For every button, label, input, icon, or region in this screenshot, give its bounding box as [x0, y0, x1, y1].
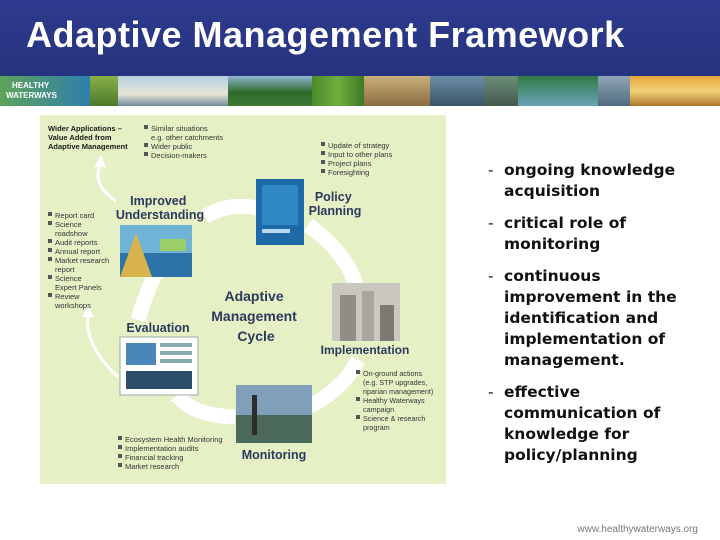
policy-planning-list	[328, 141, 394, 177]
image-policy-document	[256, 179, 304, 245]
photo-tile	[598, 76, 630, 106]
implementation-list	[363, 369, 435, 432]
title-bar	[0, 0, 720, 76]
key-point-text: critical role of monitoring	[504, 214, 627, 253]
monitoring-list	[125, 435, 225, 471]
node-label-line: Planning	[308, 204, 362, 218]
key-point	[488, 160, 708, 202]
arrowhead-feedback-top	[94, 155, 106, 167]
image-monitoring-field	[236, 385, 312, 443]
list-item: Wider public	[151, 142, 193, 151]
list-item: Audit reports	[55, 238, 98, 247]
image-implementation-plant	[332, 283, 400, 341]
list-item: Ecosystem Health Monitoring	[125, 435, 223, 444]
list-item: (e.g. STP upgrades,	[363, 378, 428, 387]
photo-tile	[312, 76, 364, 106]
photo-tile	[518, 76, 598, 106]
list-item: Financial tracking	[125, 453, 184, 462]
heading-line: Adaptive Management	[48, 142, 128, 151]
list-item: Update of strategy	[328, 141, 390, 150]
list-item: Foresighting	[328, 168, 370, 177]
list-item: Report card	[55, 211, 95, 220]
list-item: campaign	[363, 405, 395, 414]
cycle-svg	[40, 115, 446, 484]
arrow-policy-to-implementation	[308, 225, 358, 293]
healthy-waterways-logo	[0, 76, 90, 106]
list-item: program	[363, 423, 390, 432]
list-item: Science & research	[363, 414, 426, 423]
node-evaluation: Evaluation	[126, 321, 190, 335]
photo-tile	[364, 76, 430, 106]
wider-applications-heading	[48, 124, 128, 151]
photo-tile	[118, 76, 228, 106]
image-evaluation-report	[120, 337, 198, 395]
heading-line: Wider Applications –	[48, 124, 122, 133]
photo-tile	[228, 76, 312, 106]
list-item: Science	[55, 274, 82, 283]
list-item: riparian management)	[363, 387, 434, 396]
node-label-line: Understanding	[115, 208, 205, 222]
logo-line-1: HEALTHY	[12, 81, 50, 90]
list-item: Market research	[125, 462, 180, 471]
node-improved-understanding	[116, 194, 204, 222]
wider-applications-list	[151, 124, 225, 160]
list-item: Decision-makers	[151, 151, 207, 160]
node-label-line: Policy	[314, 190, 352, 204]
center-label-line: Cycle	[237, 328, 275, 344]
dash-marker: -	[488, 214, 494, 232]
node-monitoring: Monitoring	[241, 448, 307, 462]
dash-marker: -	[488, 383, 494, 401]
footer-url: www.healthywaterways.org	[577, 524, 698, 535]
node-policy-planning	[309, 190, 362, 218]
dash-marker: -	[488, 161, 494, 179]
list-item: Healthy Waterways	[363, 396, 425, 405]
logo-line-2: WATERWAYS	[6, 91, 57, 100]
key-point	[488, 213, 708, 255]
list-item: workshops	[55, 301, 91, 310]
center-label-line: Management	[211, 308, 297, 324]
key-point-text: ongoing knowledge acquisition	[504, 161, 676, 200]
photo-strip	[0, 76, 720, 106]
list-item: Science	[55, 220, 82, 229]
arrow-feedback-left	[88, 315, 118, 377]
list-item: Project plans	[328, 159, 372, 168]
image-science-illustration	[120, 225, 192, 277]
center-label-line: Adaptive	[224, 288, 284, 304]
list-item: Review	[55, 292, 80, 301]
key-point-text: continuous improvement in the identification and implementation of management.	[504, 267, 677, 369]
photo-tile	[430, 76, 484, 106]
list-item: report	[55, 265, 75, 274]
arrow-feedback-top	[98, 165, 116, 201]
list-item: Annual report	[55, 247, 101, 256]
list-item: Similar situations	[151, 124, 208, 133]
node-label-line: Improved	[130, 194, 187, 208]
list-item: Input to other plans	[328, 150, 393, 159]
list-item: Implementation audits	[125, 444, 199, 453]
dash-marker: -	[488, 267, 494, 285]
adaptive-management-diagram	[40, 115, 446, 484]
key-points-list	[488, 160, 708, 477]
photo-tile	[630, 76, 720, 106]
list-item: Market research	[55, 256, 110, 265]
list-item: e.g. other catchments	[151, 133, 224, 142]
photo-tile	[90, 76, 118, 106]
key-point	[488, 266, 708, 371]
key-point	[488, 382, 708, 466]
list-item: roadshow	[55, 229, 88, 238]
slide-title: Adaptive Management Framework	[26, 14, 625, 55]
cycle-center-label	[211, 288, 300, 344]
list-item: On-ground actions	[363, 369, 423, 378]
heading-line: Value Added from	[48, 133, 112, 142]
node-implementation: Implementation	[320, 343, 410, 357]
key-point-text: effective communication of knowledge for policy/planning	[504, 383, 661, 464]
improved-understanding-list	[54, 211, 111, 310]
photo-tile	[484, 76, 518, 106]
arrow-evaluation-to-understanding	[138, 275, 155, 320]
list-item: Expert Panels	[55, 283, 102, 292]
